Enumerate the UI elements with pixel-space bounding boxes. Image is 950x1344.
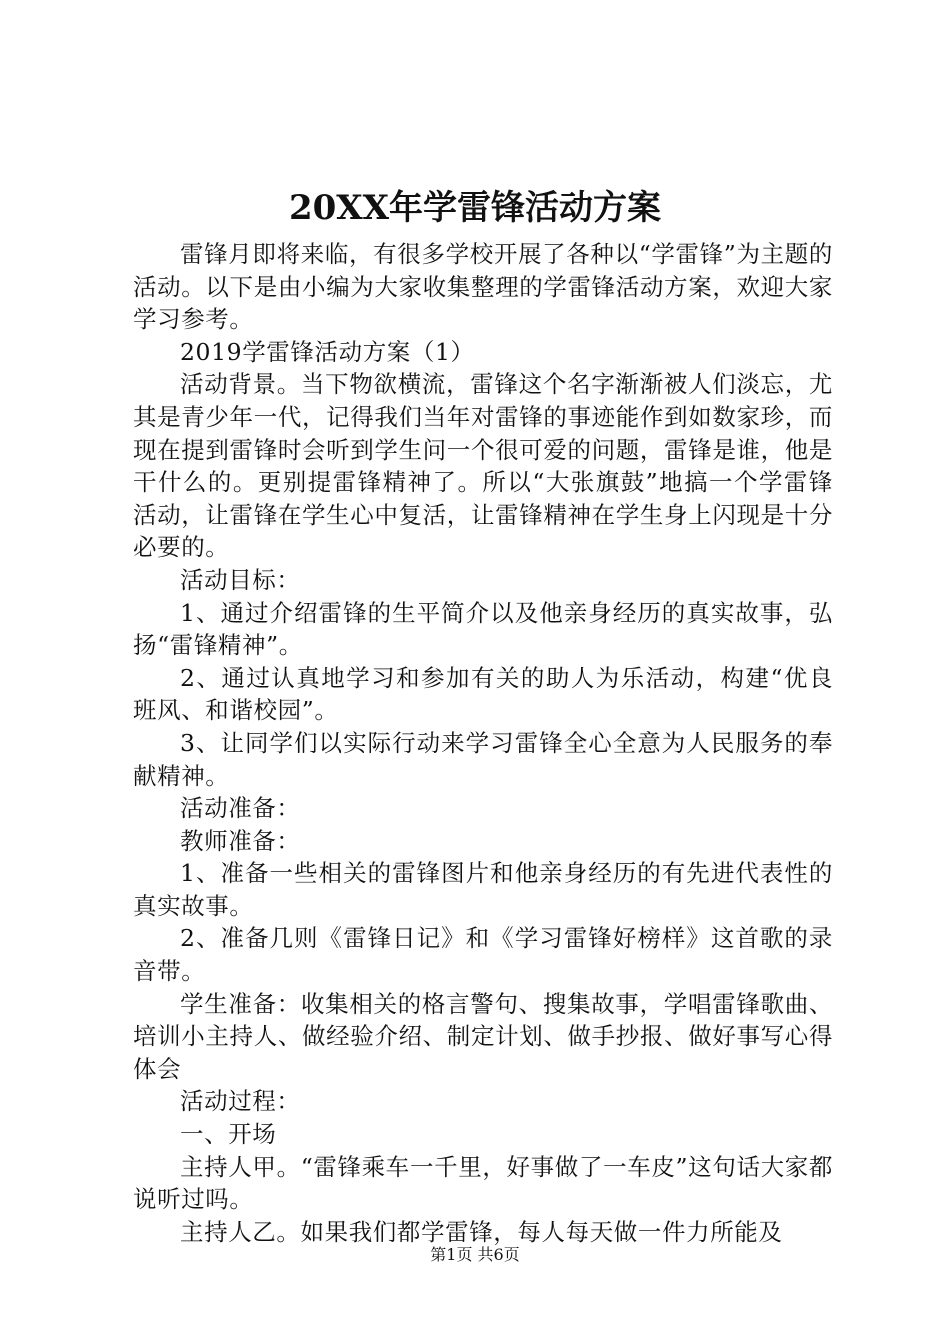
paragraph-teacher-prep-1: 1、准备一些相关的雷锋图片和他亲身经历的有先进代表性的真实故事。: [133, 859, 833, 920]
paragraph-opening: 一、开场: [180, 1120, 277, 1149]
paragraph-intro: 雷锋月即将来临，有很多学校开展了各种以“学雷锋”为主题的活动。以下是由小编为大家收集整理的学雷锋活动方案，欢迎大家学习参考。: [133, 240, 833, 334]
paragraph-student-prep: 学生准备：收集相关的格言警句、搜集故事，学唱雷锋歌曲、培训小主持人、做经验介绍、制定计划、做手抄报、做好事写心得体会: [133, 989, 833, 1083]
paragraph-goal-3: 3、让同学们以实际行动来学习雷锋全心全意为人民服务的奉献精神。: [133, 728, 833, 790]
paragraph-prep-heading: 活动准备：: [180, 794, 301, 823]
paragraph-goal-1: 1、通过介绍雷锋的生平简介以及他亲身经历的真实故事，弘扬“雷锋精神”。: [133, 598, 833, 660]
paragraph-background: 活动背景。当下物欲横流，雷锋这个名字渐渐被人们淡忘，尤其是青少年一代，记得我们当年对雷锋的事迹能作到如数家珍，而现在提到雷锋时会听到学生问一个很可爱的问题，雷锋是谁，他是干什么的。更别提雷锋精神了。所以“大张旗鼓”地搞一个学雷锋活动，让雷锋在学生心中复活，让雷锋精神在学生身上闪现是十分必要的。: [133, 370, 833, 562]
page-footer: 第1页 共6页: [430, 1245, 520, 1264]
paragraph-goals-heading: 活动目标：: [180, 565, 301, 594]
paragraph-teacher-prep-2: 2、准备几则《雷锋日记》和《学习雷锋好榜样》这首歌的录音带。: [133, 924, 833, 986]
document-title: 20XX年学雷锋活动方案: [288, 188, 662, 228]
paragraph-teacher-prep: 教师准备：: [180, 826, 301, 855]
paragraph-process-heading: 活动过程：: [180, 1087, 301, 1116]
paragraph-plan-heading: 2019学雷锋活动方案（1）: [180, 337, 475, 366]
paragraph-host-b: 主持人乙。如果我们都学雷锋，每人每天做一件力所能及: [180, 1217, 783, 1246]
document-body: [133, 238, 833, 1248]
paragraph-goal-2: 2、通过认真地学习和参加有关的助人为乐活动，构建“优良班风、和谐校园”。: [133, 663, 833, 725]
paragraph-host-a: 主持人甲。“雷锋乘车一千里，好事做了一车皮”这句话大家都说听过吗。: [133, 1152, 833, 1214]
